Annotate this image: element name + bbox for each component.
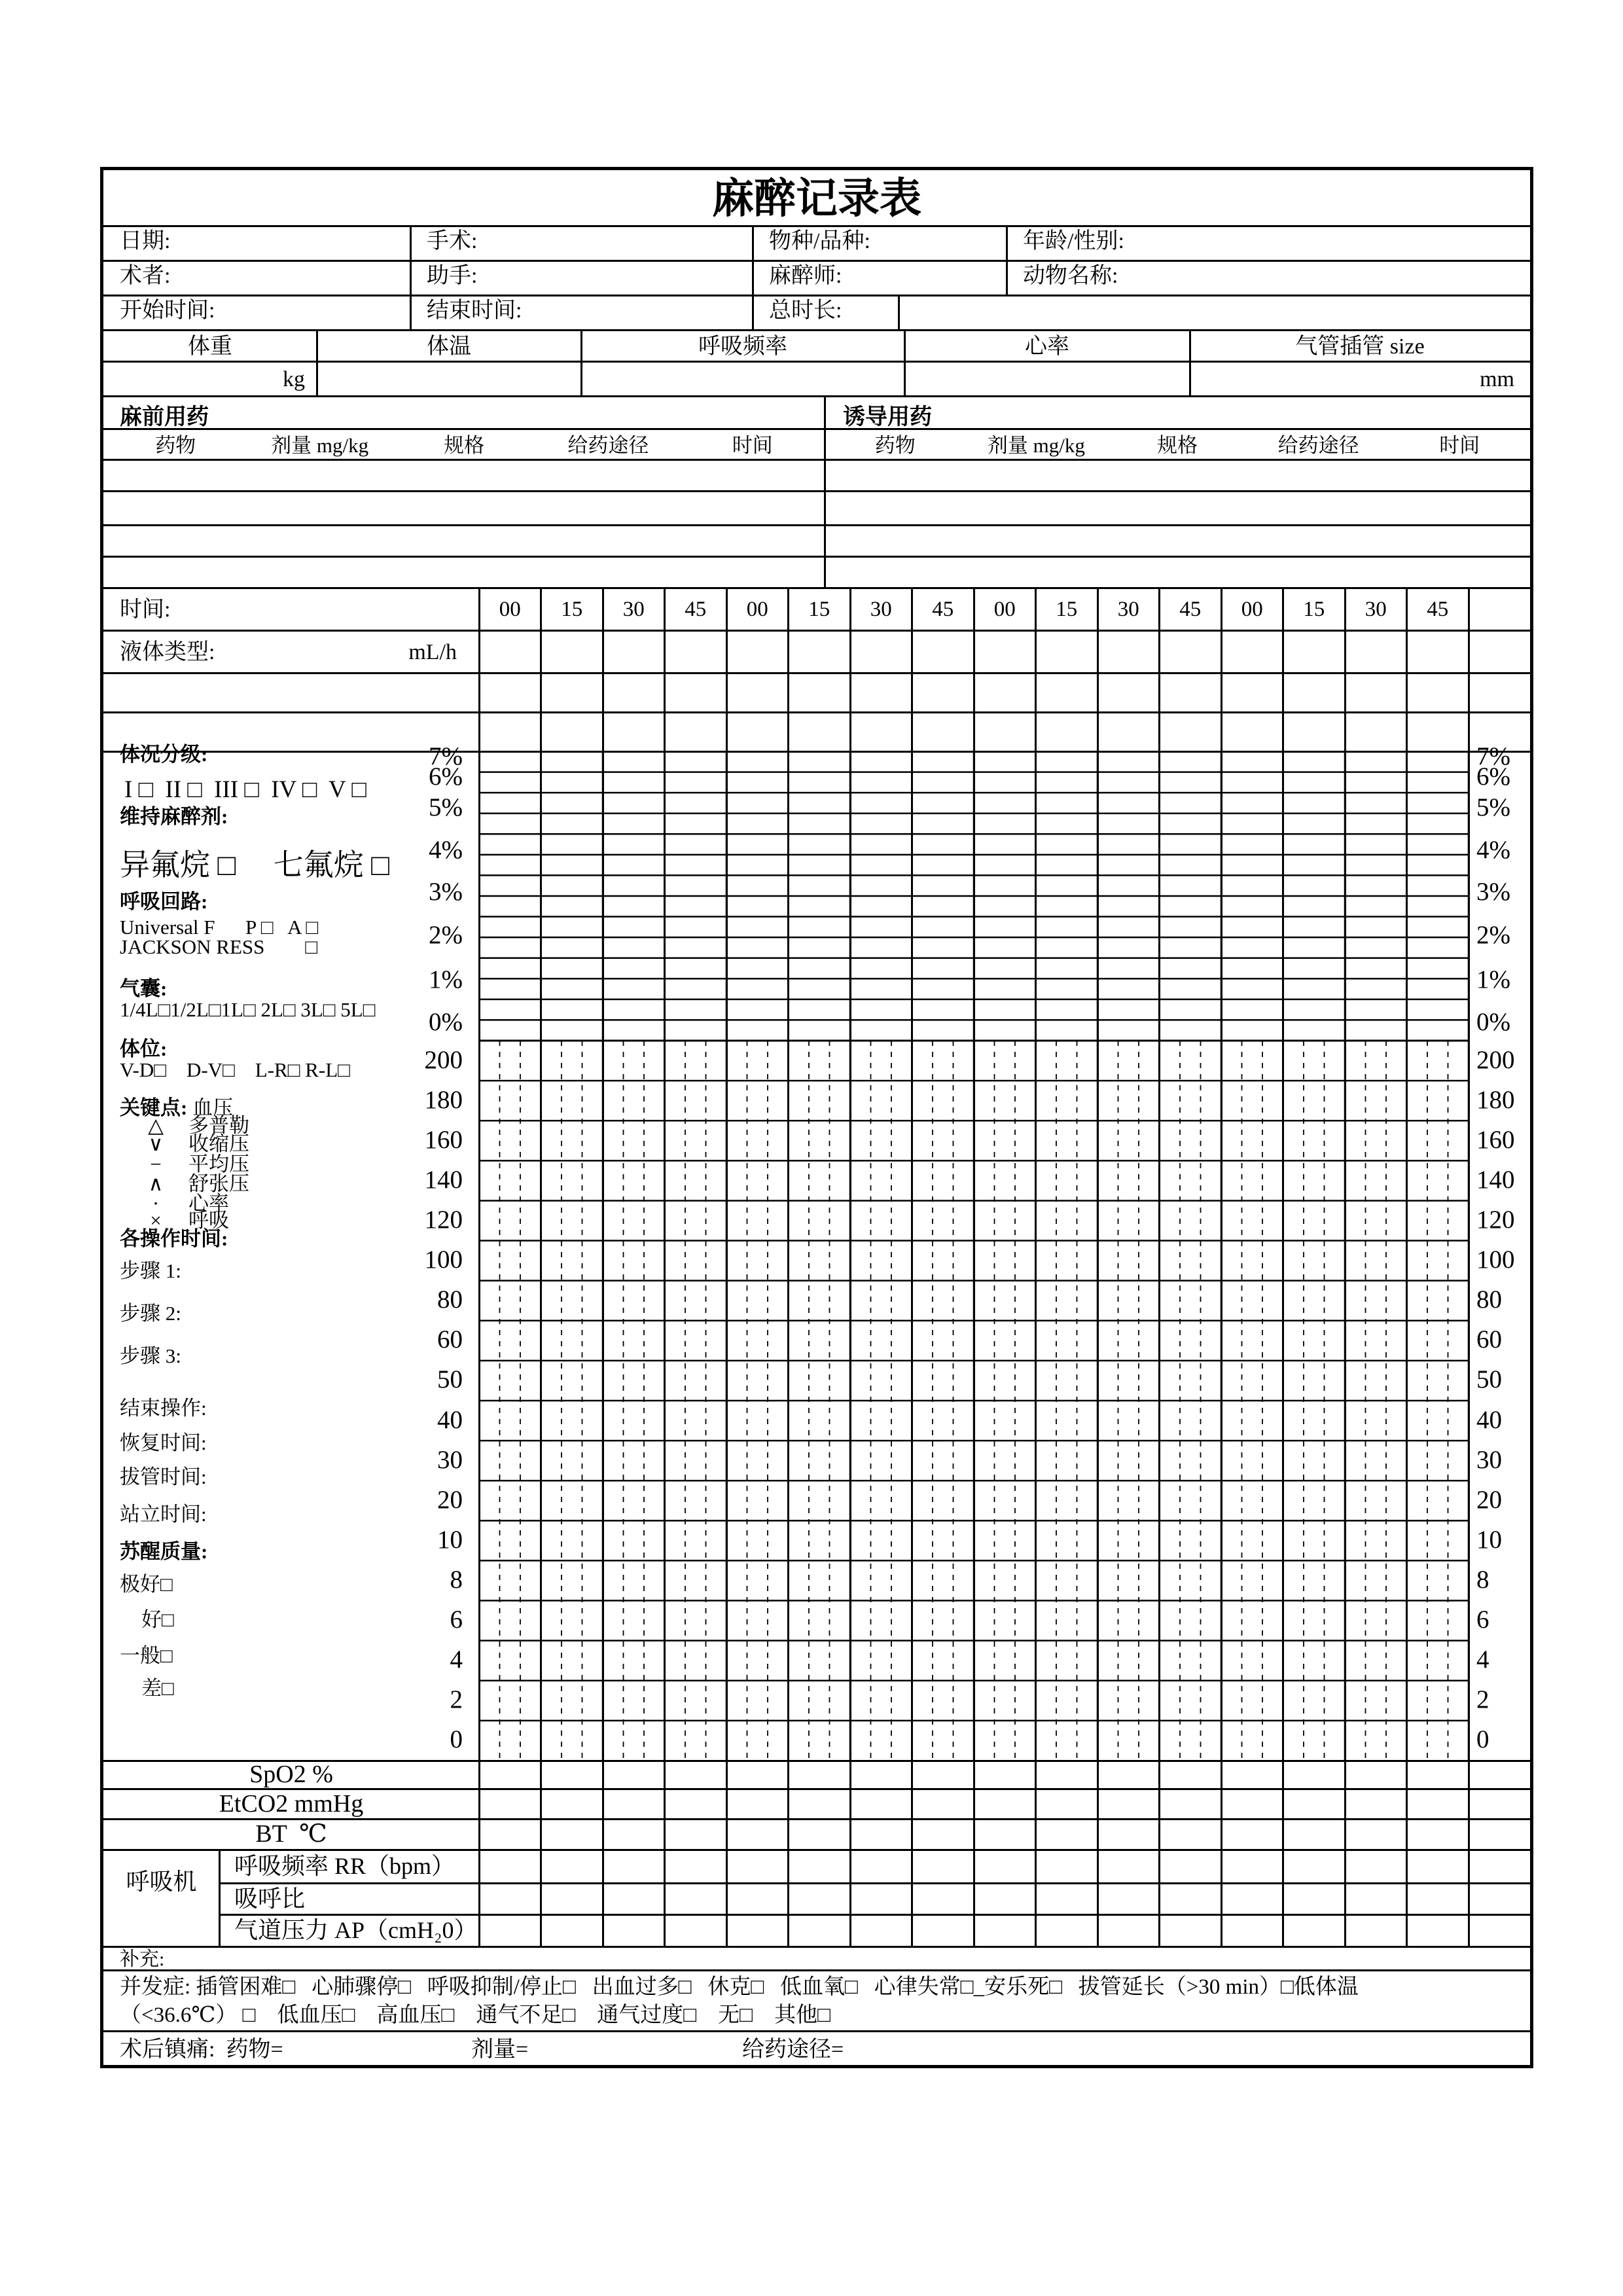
info-field-label[interactable]: 术者: [120,264,171,288]
ventilator-row-label: 吸呼比 [234,1886,306,1912]
monitoring-grid[interactable] [479,751,1469,1761]
tube-unit-label: mm [1480,367,1514,391]
form-title: 麻醉记录表 [712,175,921,222]
induction-section-label: 诱导用药 [843,405,932,429]
value-axis-label-left: 50 [437,1365,463,1394]
legend-label-2: 收缩压 [188,1132,249,1155]
induction-column-header: 给药途径 [1277,434,1359,457]
border-line [1006,226,1008,295]
border-line [103,225,1530,227]
time-tick: 45 [685,598,707,621]
value-axis-label-left: 0 [450,1725,463,1754]
maintenance-label: 维持麻醉剂: [120,805,228,828]
analgesia-route-label[interactable]: 给药途径= [742,2037,844,2062]
analgesia-drug-label[interactable]: 术后镇痛: 药物= [120,2037,283,2062]
percent-axis-label-left: 0% [429,1008,463,1036]
border-line [824,396,826,588]
value-axis-label-left: 10 [437,1525,463,1554]
monitor-row-label: EtCO2 mmHg [219,1790,364,1818]
value-axis-label-right: 8 [1476,1566,1489,1594]
time-tick: 45 [1427,598,1449,621]
info-field-label[interactable]: 麻醉师: [769,264,842,288]
value-axis-label-right: 120 [1476,1206,1515,1234]
bag-options[interactable]: 1/4L□1/2L□1L□ 2L□ 3L□ 5L□ [120,998,376,1021]
anesthesia-record-form [100,167,1533,2068]
premed-column-header: 时间 [732,434,773,457]
value-axis-label-left: 180 [424,1085,463,1114]
legend-symbol-2: ∨ [148,1132,164,1155]
fluid-type-label[interactable]: 液体类型: [120,640,215,664]
info-field-label[interactable]: 开始时间: [120,298,215,323]
border-line [898,295,900,330]
legend-label-5: 心率 [188,1192,229,1215]
value-axis-label-left: 4 [450,1645,463,1674]
monitor-row-label: BT ℃ [255,1820,327,1848]
border-line [103,630,1530,632]
position-options[interactable]: V-D□ D-V□ L-R□ R-L□ [120,1058,350,1081]
percent-axis-label-right: 1% [1476,965,1510,994]
value-axis-label-right: 50 [1476,1365,1502,1394]
complications-line1[interactable]: 并发症: 插管困难□ 心肺骤停□ 呼吸抑制/停止□ 出血过多□ 休克□ 低血氧□ 心律失常□_安乐死□ 拔管延长（>30 min）□低体温 [120,1975,1359,1999]
monitor-row-label: SpO2 % [249,1761,333,1788]
info-field-label[interactable]: 总时长: [769,298,842,323]
complications-line2[interactable]: （<36.6℃） □ 低血压□ 高血压□ 通气不足□ 通气过度□ 无□ 其他□ [120,2003,831,2027]
border-line [103,490,1530,492]
border-line [103,587,1530,589]
border-line [103,2030,1530,2032]
step-time-field[interactable]: 步骤 2: [120,1302,181,1325]
legend-symbol-6: × [150,1209,162,1232]
time-tick: 30 [870,598,892,621]
operation-time-field[interactable]: 恢复时间: [120,1431,207,1454]
premed-column-header: 规格 [443,434,484,457]
info-field-label[interactable]: 物种/品种: [769,229,870,253]
vitals-header: 体重 [188,334,232,359]
value-axis-label-left: 20 [437,1485,463,1514]
vitals-header: 呼吸频率 [698,334,787,359]
value-axis-label-right: 40 [1476,1405,1502,1434]
value-axis-label-left: 160 [424,1125,463,1154]
operation-time-field[interactable]: 拔管时间: [120,1465,207,1488]
time-tick: 00 [993,598,1016,621]
condition-grade-label: 体况分级: [120,743,208,766]
border-line [103,428,1530,430]
info-field-label[interactable]: 动物名称: [1023,264,1118,288]
time-tick: 00 [746,598,768,621]
time-tick: 15 [1056,598,1078,621]
legend-symbol-4: ∧ [148,1172,164,1195]
percent-axis-label-right: 2% [1476,921,1510,949]
border-line [103,459,1530,461]
time-tick: 30 [1364,598,1387,621]
premed-column-header: 给药途径 [567,434,649,457]
induction-column-header: 时间 [1439,434,1480,457]
border-line [103,711,1530,713]
percent-axis-label-right: 0% [1476,1008,1510,1036]
keypoints-label: 关键点: 血压 [120,1096,234,1119]
value-axis-label-right: 80 [1476,1285,1502,1314]
border-line [103,1969,1530,1971]
time-tick: 15 [1303,598,1325,621]
bag-label: 气囊: [120,977,168,1000]
ventilator-row-label: 气道压力 AP（cmH₂0） [234,1917,478,1943]
induction-column-header: 药物 [874,434,916,457]
percent-axis-label-right: 7% [1476,742,1510,770]
value-axis-label-left: 8 [450,1566,463,1594]
time-tick: 45 [932,598,954,621]
value-axis-label-right: 4 [1476,1645,1489,1674]
percent-axis-label-right: 3% [1476,878,1510,906]
recovery-option[interactable]: 极好□ [120,1573,173,1596]
induction-column-header: 规格 [1156,434,1198,457]
percent-axis-label-left: 4% [429,836,463,864]
value-axis-label-right: 2 [1476,1685,1489,1714]
border-line [103,556,1530,558]
premed-section-label: 麻前用药 [120,405,209,429]
percent-axis-label-right: 4% [1476,836,1510,864]
operation-time-field[interactable]: 站立时间: [120,1503,207,1526]
recovery-option[interactable]: 好□ [141,1608,174,1631]
condition-grade-options[interactable]: I □ II □ III □ IV □ V □ [124,776,366,803]
value-axis-label-left: 60 [437,1325,463,1354]
value-axis-label-right: 10 [1476,1525,1502,1554]
value-axis-label-right: 6 [1476,1605,1489,1634]
info-field-label[interactable]: 日期: [120,229,171,253]
value-axis-label-left: 30 [437,1445,463,1474]
percent-axis-label-left: 6% [429,762,463,791]
value-axis-label-left: 100 [424,1246,463,1274]
legend-symbol-1: △ [148,1114,164,1137]
time-tick: 00 [1241,598,1263,621]
fluid-unit-label: mL/h [408,640,457,664]
info-field-label[interactable]: 年龄/性别: [1023,229,1124,253]
time-tick: 15 [808,598,830,621]
time-tick: 30 [1117,598,1139,621]
legend-label-1: 多普勒 [188,1114,249,1137]
operation-times-label: 各操作时间: [120,1227,228,1250]
percent-axis-label-left: 7% [429,742,463,770]
value-axis-label-right: 180 [1476,1085,1515,1114]
recovery-quality-label: 苏醒质量: [120,1540,208,1563]
recovery-option[interactable]: 差□ [141,1677,174,1700]
percent-axis-label-left: 3% [429,878,463,906]
time-tick: 30 [622,598,645,621]
value-axis-label-right: 20 [1476,1485,1502,1514]
value-axis-label-left: 140 [424,1165,463,1194]
time-tick: 15 [561,598,583,621]
legend-label-4: 舒张压 [188,1172,249,1195]
circuit-label: 呼吸回路: [120,890,208,913]
border-line [752,226,754,330]
legend-symbol-5: · [152,1192,160,1215]
vitals-header: 气管插管 size [1295,334,1425,359]
value-axis-label-left: 80 [437,1285,463,1314]
value-axis-label-right: 140 [1476,1165,1515,1194]
info-field-label[interactable]: 手术: [427,229,478,253]
info-field-label[interactable]: 助手: [427,264,478,288]
value-axis-label-left: 40 [437,1405,463,1434]
border-line [103,295,1530,296]
time-tick: 00 [499,598,521,621]
info-field-label[interactable]: 结束时间: [427,298,522,323]
time-tick: 45 [1179,598,1202,621]
weight-unit-label: kg [283,367,305,391]
ventilator-label: 呼吸机 [126,1869,197,1895]
vitals-header: 心率 [1025,334,1069,359]
circuit-option-universal[interactable]: Universal F P □ A □ [120,916,319,939]
percent-axis-label-left: 5% [429,793,463,821]
percent-axis-label-left: 2% [429,921,463,949]
legend-label-3: 平均压 [188,1153,249,1175]
percent-axis-label-right: 5% [1476,793,1510,821]
recovery-option[interactable]: 一般□ [120,1644,173,1667]
legend-symbol-3: − [150,1153,162,1175]
legend-label-6: 呼吸 [188,1209,229,1232]
value-axis-label-left: 6 [450,1605,463,1634]
step-time-field[interactable]: 步骤 1: [120,1259,181,1282]
supplement-label[interactable]: 补充: [120,1948,165,1970]
value-axis-label-right: 30 [1476,1445,1502,1474]
border-line [103,260,1530,262]
analgesia-dose-label[interactable]: 剂量= [471,2037,529,2062]
value-axis-label-right: 0 [1476,1725,1489,1754]
value-axis-label-right: 160 [1476,1125,1515,1154]
time-row-label: 时间: [120,598,171,622]
induction-column-header: 剂量 mg/kg [987,434,1085,457]
operation-time-field[interactable]: 结束操作: [120,1397,207,1420]
border-line [410,226,412,330]
ventilator-row-label: 呼吸频率 RR（bpm） [234,1853,455,1879]
percent-axis-label-left: 1% [429,965,463,994]
position-label: 体位: [120,1037,168,1060]
percent-axis-label-right: 6% [1476,762,1510,791]
border-line [103,524,1530,526]
premed-column-header: 剂量 mg/kg [271,434,369,457]
value-axis-label-left: 120 [424,1206,463,1234]
step-time-field[interactable]: 步骤 3: [120,1344,181,1367]
value-axis-label-right: 60 [1476,1325,1502,1354]
circuit-option-jackson[interactable]: JACKSON RESS □ [120,935,318,958]
vitals-header: 体温 [427,334,471,359]
premed-column-header: 药物 [155,434,196,457]
value-axis-label-right: 200 [1476,1045,1515,1074]
value-axis-label-left: 200 [424,1045,463,1074]
border-line [219,1850,221,1946]
border-line [103,672,1530,674]
value-axis-label-right: 100 [1476,1246,1515,1274]
maintenance-options[interactable]: 异氟烷 □ 七氟烷 □ [120,848,390,882]
value-axis-label-left: 2 [450,1685,463,1714]
